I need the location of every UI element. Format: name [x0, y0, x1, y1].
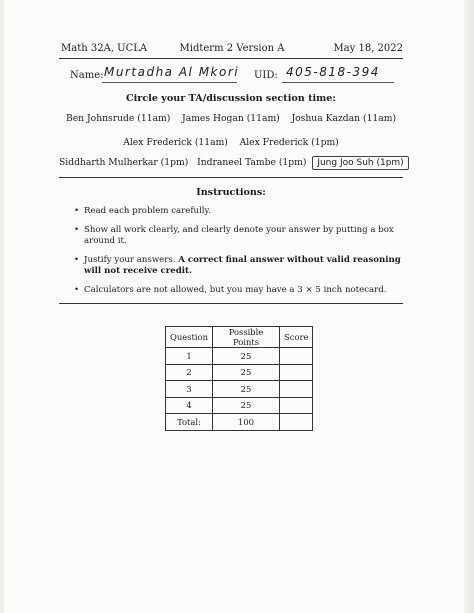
question-cell: 2 — [166, 364, 213, 381]
total-points-cell: 100 — [213, 414, 280, 431]
instruction-item: • Calculators are not allowed, but you may have a 3 × 5 inch notecard. — [74, 285, 408, 296]
section-prompt: Circle your TA/discussion section time: — [126, 93, 336, 104]
name-label: Name: — [70, 70, 104, 81]
section-row-3 — [59, 157, 403, 168]
uid-handwritten: 405-818-394 — [286, 65, 380, 79]
section-option[interactable]: Ben Johnsrude (11am) — [65, 113, 171, 124]
points-cell: 25 — [213, 381, 280, 398]
name-handwritten: Murtadha Al Mkori — [104, 65, 240, 79]
score-cell[interactable] — [280, 397, 313, 414]
score-cell[interactable] — [280, 364, 313, 381]
table-row — [166, 364, 313, 381]
question-cell: 1 — [166, 348, 213, 365]
instructions-list — [74, 206, 408, 304]
name-underline — [102, 82, 237, 83]
instructions-title: Instructions: — [196, 187, 266, 198]
instructions-divider — [59, 303, 403, 304]
instruction-item: • Read each problem carefully. — [74, 206, 408, 217]
section-option[interactable]: Siddharth Mulherkar (1pm) — [59, 157, 189, 168]
total-score-cell[interactable] — [280, 414, 313, 431]
table-row — [166, 348, 313, 365]
instruction-item: • Show all work clearly, and clearly denote your answer by putting a box around it. — [74, 225, 408, 247]
table-row — [166, 381, 313, 398]
table-row-total — [166, 414, 313, 431]
table-header-row — [166, 327, 313, 348]
section-option-circled[interactable]: Jung Joo Suh (1pm) — [312, 156, 408, 170]
header-cell: Possible Points — [213, 327, 280, 348]
scan-edge-left — [0, 0, 4, 613]
score-table — [165, 326, 313, 431]
header-divider — [59, 58, 403, 59]
question-cell: 4 — [166, 397, 213, 414]
uid-underline — [282, 82, 394, 83]
uid-label: UID: — [254, 70, 278, 81]
section-option[interactable]: Alex Frederick (11am) — [123, 137, 228, 148]
section-option[interactable]: Alex Frederick (1pm) — [239, 137, 339, 148]
header-cell: Question — [166, 327, 213, 348]
points-cell: 25 — [213, 348, 280, 365]
header-cell: Score — [280, 327, 313, 348]
course-title: Math 32A, UCLA — [61, 43, 148, 54]
section-row-2 — [59, 137, 403, 148]
table-row — [166, 397, 313, 414]
question-cell: 3 — [166, 381, 213, 398]
section-row-1 — [59, 113, 403, 124]
exam-title: Midterm 2 Version A — [179, 43, 285, 54]
section-divider — [59, 177, 403, 178]
instruction-item: • Justify your answers. A correct final answer without valid reasoning will not receive credit. — [74, 255, 408, 277]
score-cell[interactable] — [280, 348, 313, 365]
total-label-cell: Total: — [166, 414, 213, 431]
scan-edge-right — [464, 0, 474, 613]
points-cell: 25 — [213, 364, 280, 381]
instruction-emphasis: A correct final answer without valid reasoning will not receive credit. — [84, 255, 401, 276]
section-option[interactable]: James Hogan (11am) — [182, 113, 280, 124]
exam-date: May 18, 2022 — [333, 43, 403, 54]
points-cell: 25 — [213, 397, 280, 414]
section-option[interactable]: Joshua Kazdan (11am) — [291, 113, 397, 124]
section-option[interactable]: Indraneel Tambe (1pm) — [197, 157, 307, 168]
score-cell[interactable] — [280, 381, 313, 398]
